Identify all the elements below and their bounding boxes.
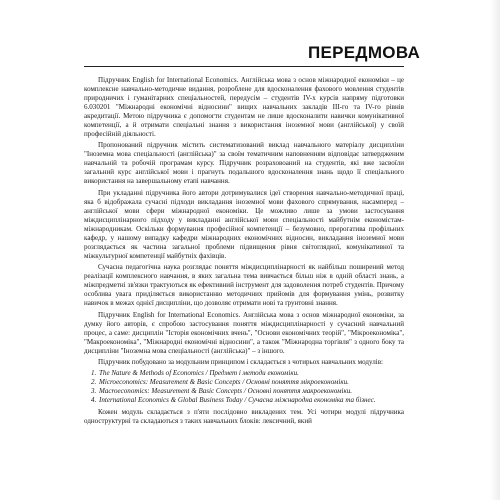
module-list [84,369,404,405]
page-edge-shadow [490,0,500,500]
paragraph-intro: Підручник English for International Economics. Англійська мова з основ міжнародної економіки – це комплексне навчально-методичне видання, розроблене для вдосконалення фахового мовлення студентів природничих і гуманітарних спеціальностей, передусім – студентів IV-x курсів напряму підготовки 6.030201 "Міжнародні економічні відносини" вищих навчальних закладів III-го та IV-го рівнів акредитації. Метою підручника є допомогти студентам не лише вдосконалити навички комунікативної компетенції, а й отримати спеціальні знання з використання іноземної мови (англійської) у своїй професійній діяльності. [84,76,404,138]
paragraph-interdisciplinarity: Сучасна педагогічна наука розглядає поняття міждисциплінарності як найбільш поширений метод реалізації комплексного навчання, в яких загальна тема вивчається більш ніж в одній області знань, а міжпредметні зв'язки трактуються як ефективний інструмент для задоволення потреб студентів. Причому особлива увага приділяється використанню методичних прийомів для формування умінь, розвитку навичок в межах однієї дисципліни, що дозволяє отримати нові та ґрунтовні знання. [84,263,404,308]
page-body [84,76,404,428]
paragraph-content: Пропонований підручник містить систематизований виклад навчального матеріалу дисципліни "Іноземна мова спеціальності (англійська)" за своїм тематичним наповненням відповідає затвердженим навчальній та робочій програмам курсу. Підручник розраховоаний на студентів, які вже засвоїли загальний курс англійської мови і прагнуть подальшого вдосконалення знань щодо її спеціального використання на завершальному етапі навчання. [84,141,404,186]
paragraph-approach: При укладанні підручника його автори дотримувалися ідеї створення навчально-методичної праці, яка б відображала сучасні підходи викладання іноземної мови фахового спрямування, насамперед – англійської мови сфери міжнародної економіки. Це можливо лише за умови застосування міждисциплінарного підходу у викладанні англійської мови спеціальності майбутнім економістам-міжнародникам. Оскільки формування професійної компетенції – безумовно, прерогатива профільних кафедр, у нашому випадку кафедри міжнародних економічних відносин, викладання іноземної мови розглядається як частина загальної проблеми підвищення рівня світоглядної, комунікативної та міжкультурної компетенції майбутніх фахівців. [84,188,404,260]
paragraph-closing: Кожен модуль складається з п'яти послідовно викладених тем. Усі чотири модулі підручника одноструктурні та складаються з таких навчальних блоків: лексичний, який [84,407,404,425]
paragraph-structure: Підручник побудовано за модульним принципом і складається з чотирьох навчальних модулів: [98,357,383,366]
module-item-1: 1. The Nature & Methods of Economics / Предмет і методи економіки. [98,369,404,378]
module-item-3: 3. Macroeconomics: Measurement & Basic Concepts / Основні поняття макроекономіки. [98,387,404,396]
module-item-2: 2. Microeconomics: Measurement & Basic Concepts / Основні поняття мікроекономіки. [98,378,404,387]
paragraph-application: Підручник English for International Economics. Англійська мова з основ міжнародної економіки, за думку його авторів, є спробою застосування поняття міждисциплінарності у сучасний навчальний процес, а саме: дисциплін "Історія економічних вчень", "Основи економічних теорій", "Мікроекономіка", "Макроекономіка", "Міжнародні економічні відносини", а також "Міжнародна торгівля" з одного боку та дисципліни "Іноземна мова спеціальності (англійська)" – з іншого. [84,310,404,355]
page-title: ПЕРЕДМОВА [308,43,421,62]
module-item-4: 4. International Economics & Global Business Today / Сучасна міжнародна економіка та бізнес. [98,396,404,405]
title-divider [84,66,404,67]
